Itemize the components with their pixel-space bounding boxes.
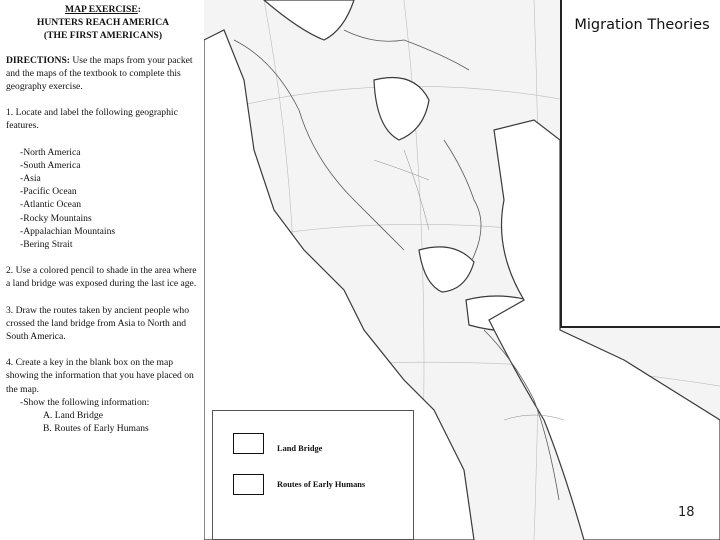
routes-swatch[interactable] xyxy=(233,474,264,495)
feature-item: -Asia xyxy=(20,173,41,185)
worksheet-title: MAP EXERCISE: HUNTERS REACH AMERICA (THE FIRST AMERICANS) xyxy=(6,3,200,43)
feature-item: -Atlantic Ocean xyxy=(20,199,81,211)
show-item-routes: B. Routes of Early Humans xyxy=(43,423,149,435)
key-label-land-bridge: Land Bridge xyxy=(277,444,323,453)
feature-item: -Pacific Ocean xyxy=(20,186,77,198)
page-number: 18 xyxy=(678,505,695,520)
step-3: 3. Draw the routes taken by ancient people who crossed the land bridge from Asia to North and South America. xyxy=(6,304,190,343)
migration-theories-title: Migration Theories xyxy=(574,17,710,33)
feature-item: -North America xyxy=(20,146,81,158)
title-map-exercise: MAP EXERCISE xyxy=(65,4,138,15)
step-1: 1. Locate and label the following geographic features. xyxy=(6,107,178,132)
feature-item: -Rocky Mountains xyxy=(20,212,92,224)
migration-theories-box xyxy=(560,0,720,328)
step-4: 4. Create a key in the blank box on the map showing the information that you have placed on the map. xyxy=(6,357,194,395)
feature-item: -Bering Strait xyxy=(20,239,73,251)
directions-text: DIRECTIONS: Use the maps from your packet and the maps of the textbook to complete this geography exercise. xyxy=(6,54,193,93)
title-first-americans: (THE FIRST AMERICANS) xyxy=(43,30,163,42)
title-hunters-reach-america: HUNTERS REACH AMERICA xyxy=(36,17,170,29)
feature-item: -Appalachian Mountains xyxy=(20,225,116,237)
worksheet-instructions xyxy=(0,0,204,540)
show-info-line: -Show the following information: xyxy=(20,396,150,408)
feature-item: -South America xyxy=(20,159,81,171)
land-bridge-swatch[interactable] xyxy=(233,433,264,454)
feature-list xyxy=(6,146,200,252)
show-item-land-bridge: A. Land Bridge xyxy=(43,410,103,422)
map-key-box xyxy=(212,410,414,540)
step-2: 2. Use a colored pencil to shade in the area where a land bridge was exposed during the last ice age. xyxy=(6,265,197,290)
key-label-routes: Routes of Early Humans xyxy=(277,480,366,489)
